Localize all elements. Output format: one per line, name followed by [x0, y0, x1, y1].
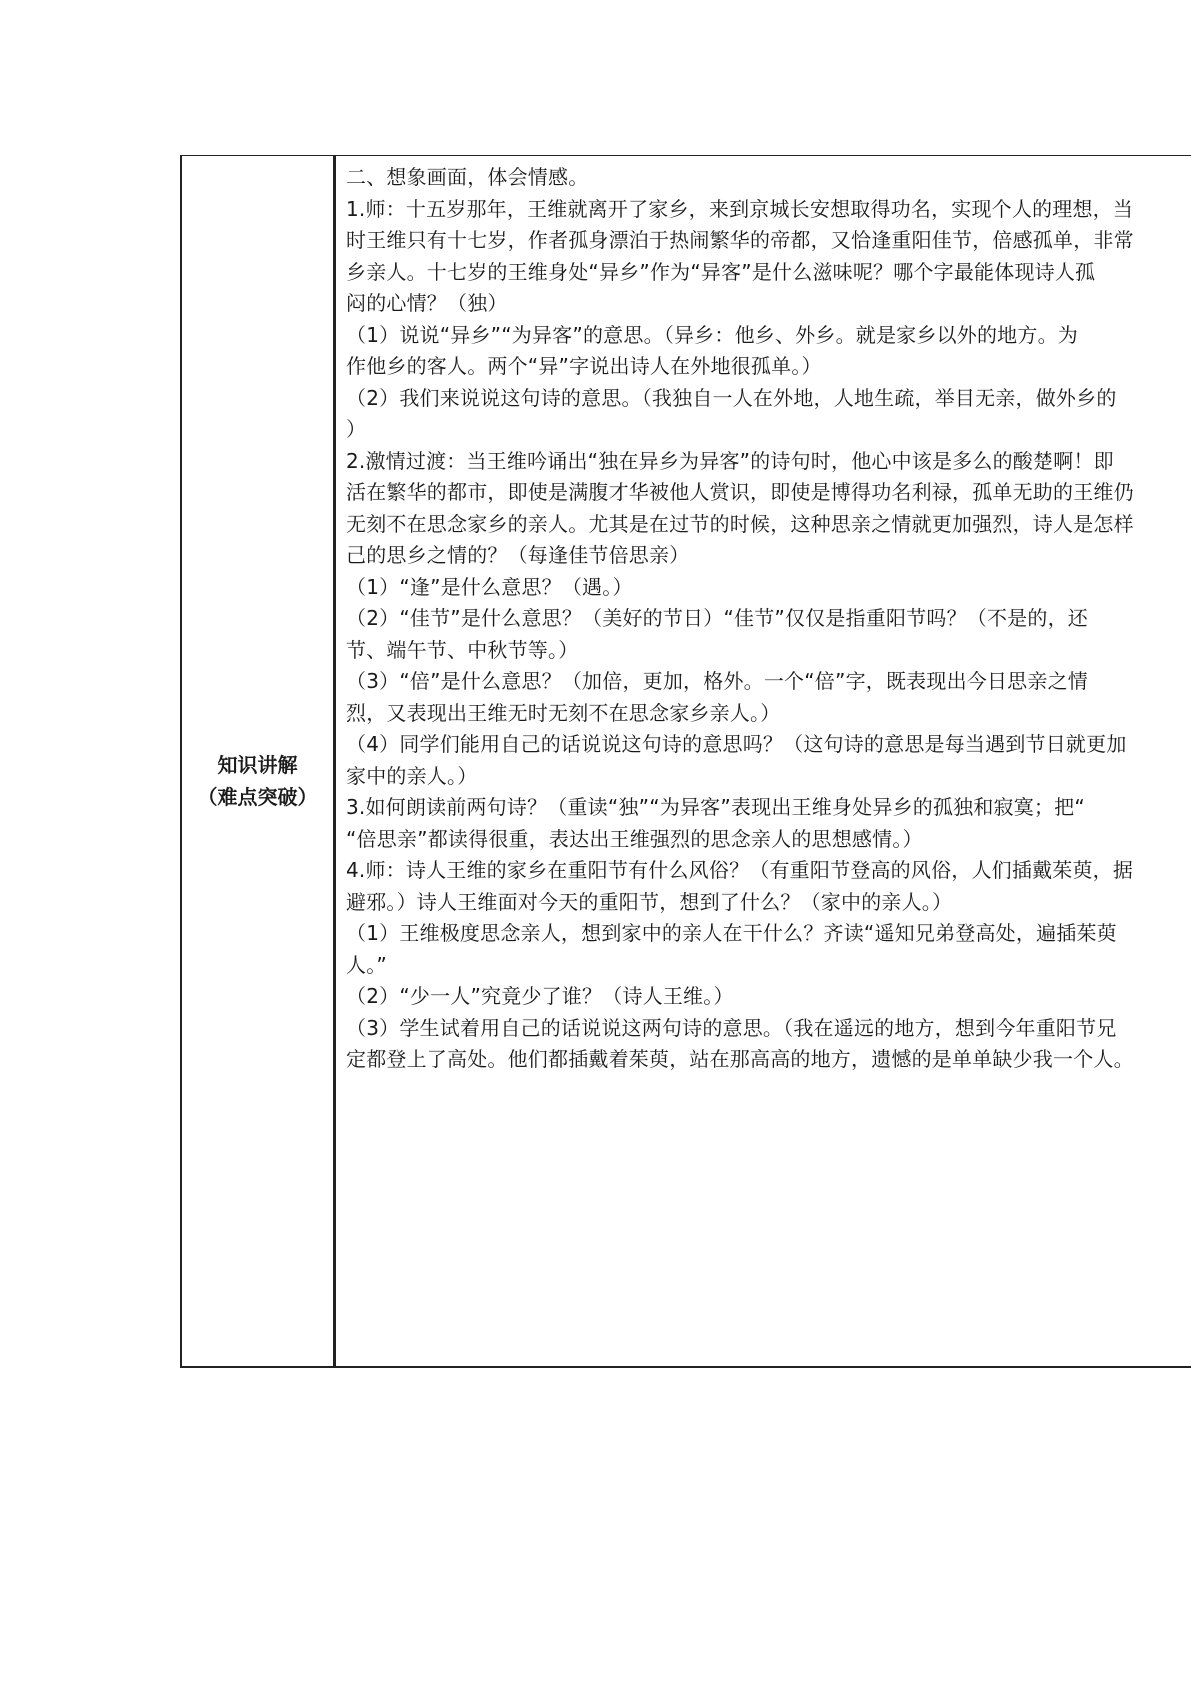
section-label-cell	[182, 156, 336, 1366]
content-line: ）	[346, 417, 367, 441]
content-line: 二、想象画面，体会情感。	[346, 165, 589, 189]
content-line: （3）“倍”是什么意思？（加倍，更加，格外。一个“倍”字，既表现出今日思亲之情	[346, 669, 1088, 693]
content-line: 定都登上了高处。他们都插戴着茱萸，站在那高高的地方，遗憾的是单单缺少我一个人。	[346, 1047, 1134, 1071]
content-line: 4.师：诗人王维的家乡在重阳节有什么风俗？（有重阳节登高的风俗，人们插戴茱萸，据	[346, 858, 1134, 882]
content-line: 活在繁华的都市，即使是满腹才华被他人赏识，即使是博得功名利禄，孤单无助的王维仍	[346, 480, 1134, 504]
content-line: 家中的亲人。）	[346, 763, 478, 788]
content-cell	[336, 156, 1191, 1366]
content-line: 2.激情过渡：当王维吟诵出“独在异乡为异客”的诗句时，他心中该是多么的酸楚啊！即	[346, 448, 1114, 473]
content-line: （3）学生试着用自己的话说说这两句诗的意思。（我在遥远的地方，想到今年重阳节兄	[346, 1015, 1117, 1040]
content-line: （1）“逢”是什么意思？（遇。）	[346, 574, 633, 599]
content-line: （2）我们来说说这句诗的意思。（我独自一人在外地，人地生疏，举目无亲，做外乡的	[346, 385, 1117, 410]
content-line: 乡亲人。十七岁的王维身处“异乡”作为“异客”是什么滋味呢？哪个字最能体现诗人孤	[346, 259, 1096, 284]
content-line: 人。”	[346, 952, 387, 977]
content-line: 1.师：十五岁那年，王维就离开了家乡，来到京城长安想取得功名，实现个人的理想，当	[346, 196, 1134, 221]
content-line: “倍思亲”都读得很重，表达出王维强烈的思念亲人的思想感情。）	[346, 826, 923, 851]
content-line: 时王维只有十七岁，作者孤身漂泊于热闹繁华的帝都，又恰逢重阳佳节，倍感孤单，非常	[346, 228, 1134, 252]
content-line: （1）说说“异乡”“为异客”的意思。（异乡：他乡、外乡。就是家乡以外的地方。为	[346, 322, 1078, 347]
content-line: 烈，又表现出王维无时无刻不在思念家乡亲人。）	[346, 700, 781, 725]
content-line: 避邪。）诗人王维面对今天的重阳节，想到了什么？（家中的亲人。）	[346, 889, 953, 914]
section-label-title: 知识讲解	[217, 753, 298, 777]
content-line: 己的思乡之情的？（每逢佳节倍思亲）	[346, 543, 690, 567]
lesson-table	[180, 155, 1191, 1368]
section-label-subtitle: （难点突破）	[197, 785, 318, 809]
content-line: 作他乡的客人。两个“异”字说出诗人在外地很孤单。）	[346, 354, 822, 378]
content-line: （2）“少一人”究竟少了谁？（诗人王维。）	[346, 984, 734, 1008]
content-line: 闷的心情？（独）	[346, 291, 508, 315]
content-line: 节、端午节、中秋节等。）	[346, 637, 579, 662]
content-line: 3.如何朗读前两句诗？（重读“独”“为异客”表现出王维身处异乡的孤独和寂寞；把“	[346, 795, 1085, 819]
content-line: （1）王维极度思念亲人，想到家中的亲人在干什么？齐读“遥知兄弟登高处，遍插茱萸	[346, 921, 1117, 945]
content-line: （4）同学们能用自己的话说说这句诗的意思吗？（这句诗的意思是每当遇到节日就更加	[346, 732, 1127, 756]
content-line: 无刻不在思念家乡的亲人。尤其是在过节的时候，这种思亲之情就更加强烈，诗人是怎样	[346, 511, 1134, 536]
content-line: （2）“佳节”是什么意思？（美好的节日）“佳节”仅仅是指重阳节吗？（不是的，还	[346, 606, 1088, 630]
